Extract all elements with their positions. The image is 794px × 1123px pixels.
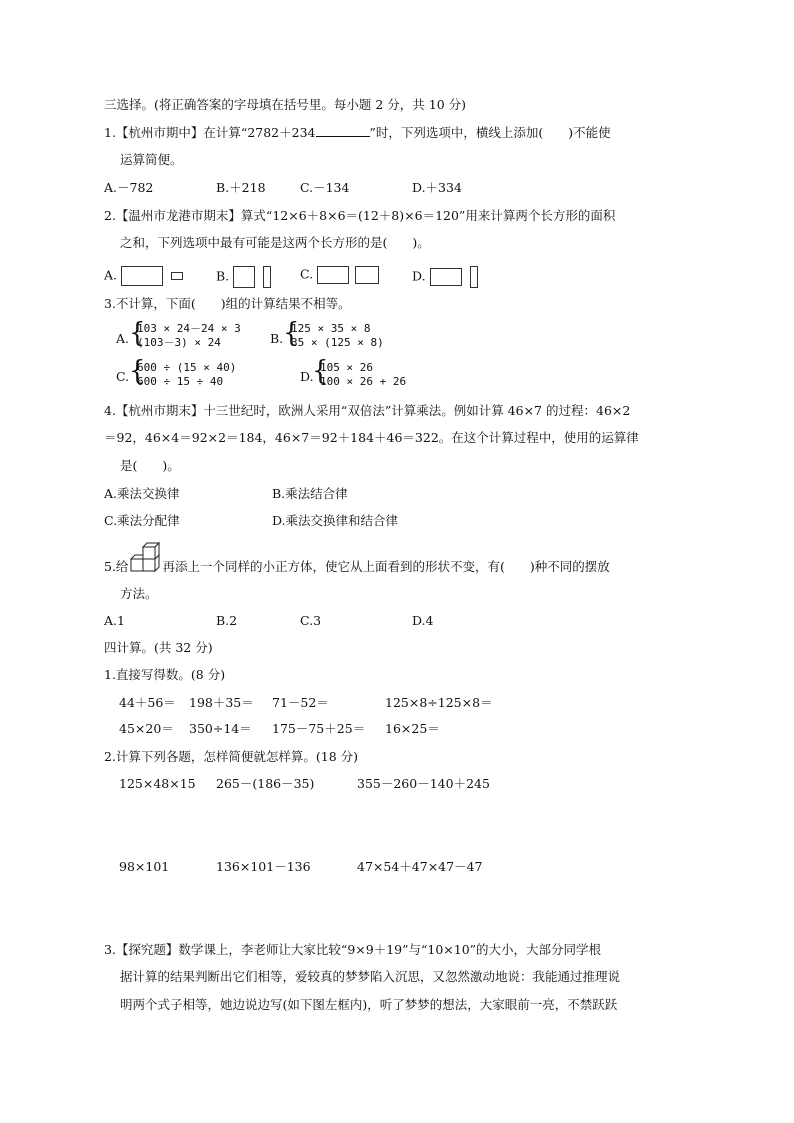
calc-4: 98×101 [119,859,170,874]
calc-2: 265－(186－35) [216,776,315,791]
q3-option-d-label[interactable]: D. [300,369,314,384]
calc-1: 125×48×15 [119,776,196,791]
q3-option-b-row2: 35 × (125 × 8) [291,336,384,349]
q4-line3: 是( )。 [120,458,180,473]
q4-line1: 4.【杭州市期末】十三世纪时，欧洲人采用“双倍法”计算乘法。例如计算 46×7 的过程：46×2 [104,403,631,418]
part1-title: 1.直接写得数。(8 分) [104,667,226,682]
q4-option-a[interactable]: A.乘法交换律 [104,486,180,501]
cube-figure-icon [129,537,167,575]
q2-option-b[interactable] [216,266,271,288]
q3-option-a-row1: 103 × 24－24 × 3 [137,322,241,335]
q3-option-d-row1: 105 × 26 [320,361,373,374]
oral-calc-4: 125×8÷125×8＝ [385,695,493,710]
q1-line1 [104,125,611,141]
oral-calc-6: 350÷14＝ [189,721,252,736]
q1-option-b[interactable]: B.＋218 [216,180,266,195]
q3-option-a-row2: (103－3) × 24 [137,336,221,349]
q1-line2: 运算简便。 [120,152,183,167]
rectangle-large [121,266,163,286]
q5-option-c[interactable]: C.3 [300,613,322,628]
q2-option-b-label: B. [216,268,230,284]
q3-option-c-label[interactable]: C. [116,369,130,384]
q2-option-a[interactable] [104,266,183,286]
q5-text-b: 再添上一个同样的小正方体，使它从上面看到的形状不变，有( )种不同的摆放 [162,559,610,574]
brace-b: { [283,317,300,349]
q3-option-a-label[interactable]: A. [116,331,130,346]
section4-heading: 四计算。(共 32 分) [104,640,213,655]
rectangle-medium-2 [355,266,379,284]
oral-calc-1: 44＋56＝ [119,695,176,710]
q5-option-b[interactable]: B.2 [216,613,238,628]
oral-calc-8: 16×25＝ [385,721,440,736]
q5-text-a: 5.给 [104,559,129,574]
square-shape [233,266,255,288]
brace-d: { [312,355,329,387]
part3-line2: 据计算的结果判断出它们相等，爱较真的梦梦陷入沉思，又忽然激动地说：我能通过推理说 [120,969,621,984]
part3-line1: 3.【探究题】数学课上，李老师让大家比较“9×9＋19”与“10×10”的大小，大部分同学根 [104,942,602,957]
q3-option-c-row1: 600 ÷ (15 × 40) [137,361,237,374]
part2-title: 2.计算下列各题，怎样简便就怎样算。(18 分) [104,749,359,764]
q2-option-d-label: D. [412,268,426,284]
q3-option-d-row2: 100 × 26 + 26 [320,375,407,388]
q2-line2: 之和，下列选项中最有可能是这两个长方形的是( )。 [120,235,430,250]
q3-option-b-label[interactable]: B. [270,331,284,346]
brace-a: { [129,317,146,349]
q2-option-c[interactable] [300,266,379,284]
q1-option-a[interactable]: A.－782 [104,180,154,195]
q2-option-c-label: C. [300,266,314,282]
q1-text-b: ”时，下列选项中，横线上添加( )不能使 [369,125,611,140]
q4-option-c[interactable]: C.乘法分配律 [104,513,180,528]
q5-line1 [104,559,610,575]
q3-option-c-row2: 600 ÷ 15 ÷ 40 [137,375,224,388]
rectangle-medium [317,266,349,284]
rectangle-narrow [263,266,271,288]
q1-option-d[interactable]: D.＋334 [412,180,462,195]
q4-option-d[interactable]: D.乘法交换律和结合律 [272,513,399,528]
brace-c: { [129,355,146,387]
q2-option-a-label: A. [104,267,118,283]
rectangle-wide [430,268,462,286]
rectangle-tall [470,266,478,288]
q5-option-a[interactable]: A.1 [104,613,125,628]
part3-line3: 明两个式子相等，她边说边写(如下图左框内)，听了梦梦的想法，大家眼前一亮，不禁跃跃 [120,997,618,1012]
q2-option-d[interactable] [412,266,478,288]
q5-option-d[interactable]: D.4 [412,613,434,628]
oral-calc-5: 45×20＝ [119,721,174,736]
q1-option-c[interactable]: C.－134 [300,180,350,195]
section3-heading: 三选择。(将正确答案的字母填在括号里。每小题 2 分，共 10 分) [104,97,467,112]
q1-text-a: 1.【杭州市期中】在计算“2782＋234 [104,125,316,140]
oral-calc-3: 71－52＝ [272,695,329,710]
oral-calc-2: 198＋35＝ [189,695,254,710]
q4-line2: ＝92，46×4＝92×2＝184，46×7＝92＋184＋46＝322。在这个计算过程中，使用的运算律 [104,430,639,445]
q2-line1: 2.【温州市龙港市期末】算式“12×6＋8×6＝(12＋8)×6＝120”用来计算两个长方形的面积 [104,208,616,223]
q4-option-b[interactable]: B.乘法结合律 [272,486,348,501]
calc-6: 47×54＋47×47－47 [357,859,483,874]
q3-option-b-row1: 125 × 35 × 8 [291,322,371,335]
q5-line2: 方法。 [120,586,158,601]
oral-calc-7: 175－75＋25＝ [272,721,366,736]
rectangle-small [171,272,183,280]
q1-blank[interactable] [316,136,370,137]
calc-3: 355－260－140＋245 [357,776,490,791]
calc-5: 136×101－136 [216,859,311,874]
q3-line1: 3.不计算，下面( )组的计算结果不相等。 [104,296,351,311]
